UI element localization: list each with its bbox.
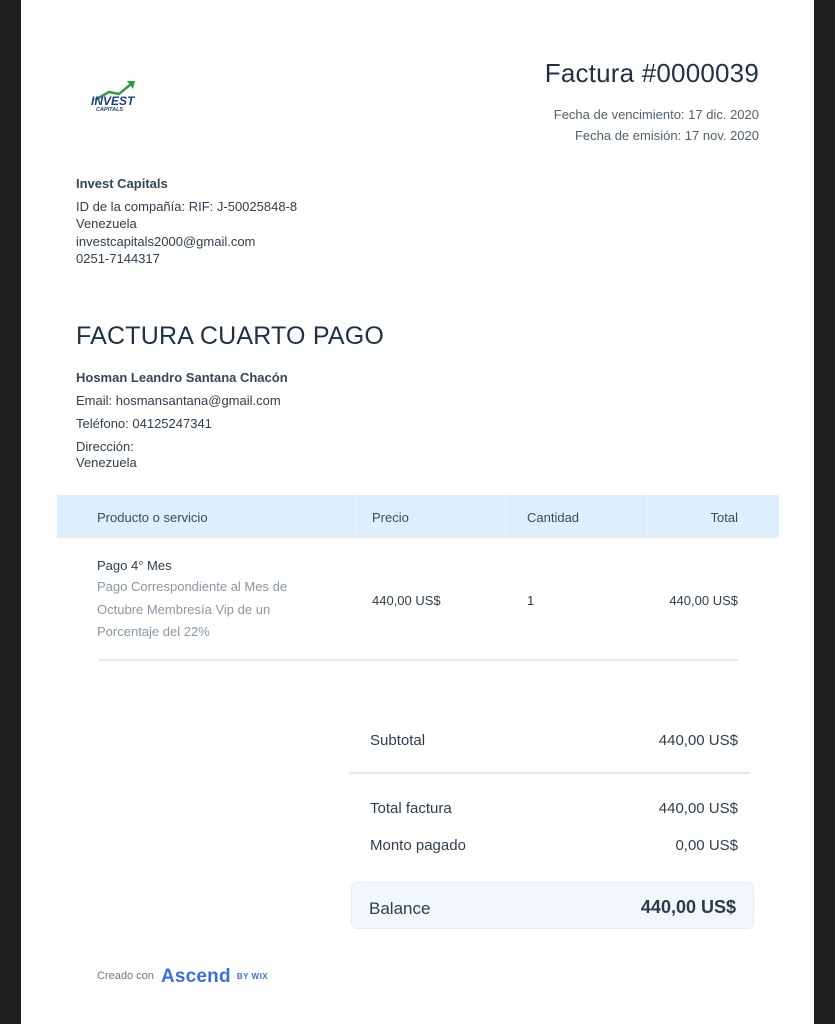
- balance-box: [351, 882, 754, 929]
- column-header-product: Producto o servicio: [97, 510, 208, 525]
- table-divider: [99, 659, 738, 661]
- company-phone: 0251-7144317: [76, 251, 160, 266]
- invoice-total-value: 440,00 US$: [658, 800, 738, 817]
- invoice-dates: [554, 104, 759, 146]
- amount-paid-value: 0,00 US$: [675, 837, 738, 854]
- line-item-quantity: 1: [527, 593, 535, 608]
- company-logo: [89, 78, 145, 114]
- invoice-total-label: Total factura: [370, 800, 452, 817]
- invoice-heading: FACTURA CUARTO PAGO: [76, 322, 385, 350]
- company-email: investcapitals2000@gmail.com: [76, 233, 256, 249]
- created-with-text: Creado con: [97, 970, 154, 982]
- client-phone: Teléfono: 04125247341: [76, 416, 212, 431]
- column-divider: [505, 495, 506, 538]
- column-header-total: Total: [710, 510, 738, 525]
- company-country: Venezuela: [76, 216, 137, 231]
- subtotal-label: Subtotal: [370, 732, 426, 749]
- balance-label: Balance: [369, 899, 431, 918]
- svg-text:CAPITALS: CAPITALS: [96, 107, 124, 113]
- client-email: Email: hosmansantana@gmail.com: [76, 393, 281, 408]
- amount-paid-label: Monto pagado: [370, 837, 466, 854]
- line-item-title: Pago 4° Mes: [97, 558, 172, 573]
- company-name: Invest Capitals: [76, 176, 168, 191]
- invoice-page: [21, 0, 814, 1024]
- client-info: [76, 370, 288, 470]
- line-item-total: 440,00 US$: [669, 593, 738, 608]
- client-name: Hosman Leandro Santana Chacón: [76, 370, 288, 385]
- line-item-description: Pago Correspondiente al Mes de Octubre Membresía Vip de un Porcentaje del 22%: [97, 579, 288, 639]
- column-divider: [647, 495, 648, 538]
- company-info: [76, 175, 297, 268]
- table-header: [57, 495, 779, 538]
- svg-text:INVEST: INVEST: [91, 94, 135, 108]
- balance-value: 440,00 US$: [640, 897, 736, 917]
- column-header-price: Precio: [372, 510, 409, 525]
- invoice-number-title: Factura #0000039: [544, 58, 759, 88]
- due-date: Fecha de vencimiento: 17 dic. 2020: [553, 107, 759, 122]
- subtotal-value: 440,00 US$: [658, 732, 738, 749]
- client-address: Venezuela: [76, 455, 137, 470]
- issue-date: Fecha de emisión: 17 nov. 2020: [574, 128, 759, 143]
- column-divider: [355, 495, 356, 538]
- footer-credit[interactable]: [97, 966, 268, 988]
- line-item-price: 440,00 US$: [372, 593, 441, 608]
- ascend-logo: Ascend: [160, 966, 231, 987]
- column-header-quantity: Cantidad: [527, 510, 580, 525]
- summary-divider: [349, 772, 750, 774]
- company-id: ID de la compañía: RIF: J-50025848-8: [76, 198, 298, 214]
- client-address-label: Dirección:: [76, 439, 134, 454]
- by-wix-text: BY WIX: [236, 972, 269, 981]
